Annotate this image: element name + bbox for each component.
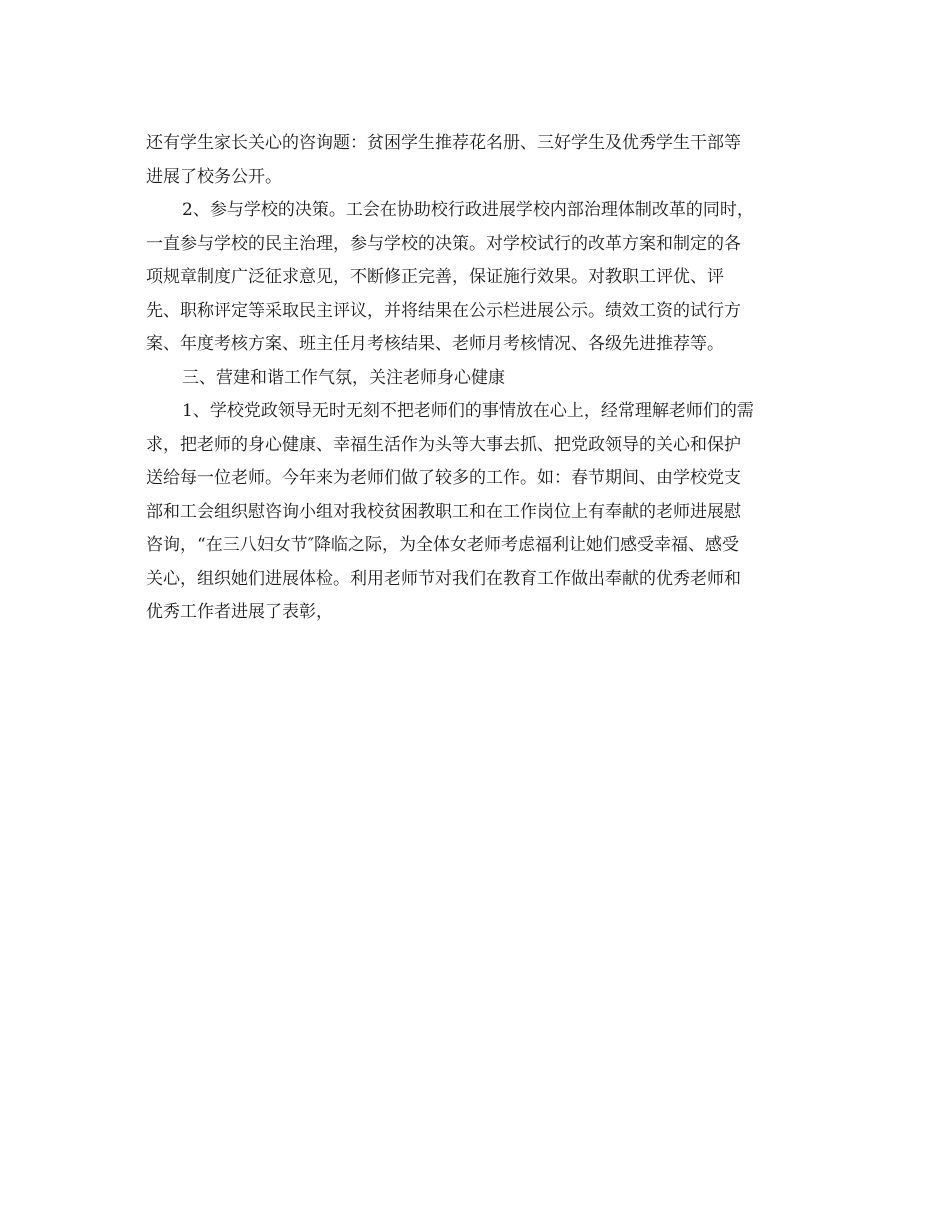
text-line: 部和工会组织慰咨询小组对我校贫困教职工和在工作岗位上有奉献的老师进展慰 (146, 501, 741, 522)
text-line: 优秀工作者进展了表彰， (146, 602, 333, 622)
text-line: 咨询，“在三八妇女节″降临之际，为全体女老师考虑福利让她们感受幸福、感受 (146, 535, 740, 555)
section-heading: 三、营建和谐工作气氛，关注老师身心健康 (182, 367, 505, 388)
text-line: 送给每一位老师。今年来为老师们做了较多的工作。如：春节期间、由学校党支 (146, 468, 741, 488)
text-line: 先、职称评定等采取民主评议，并将结果在公示栏进展公示。绩效工资的试行方 (146, 300, 741, 321)
text-line: 进展了校务公开。 (146, 166, 282, 187)
document-body (146, 127, 811, 630)
text-line: 项规章制度广泛征求意见，不断修正完善，保证施行效果。对教职工评优、评 (146, 267, 724, 287)
text-line: 案、年度考核方案、班主任月考核结果、老师月考核情况、各级先进推荐等。 (146, 334, 724, 354)
text-line: 关心，组织她们进展体检。利用老师节对我们在教育工作做出奉献的优秀老师和 (146, 568, 741, 589)
paragraph-start-line: 1、学校党政领导无时无刻不把老师们的事情放在心上，经常理解老师们的需 (182, 401, 754, 421)
text-line: 一直参与学校的民主治理，参与学校的决策。对学校试行的改革方案和制定的各 (146, 233, 741, 254)
text-line: 求，把老师的身心健康、幸福生活作为头等大事去抓、把党政领导的关心和保护 (146, 434, 741, 455)
paragraph-start-line: 2、参与学校的决策。工会在协助校行政进展学校内部治理体制改革的同时， (182, 200, 754, 220)
text-line: 还有学生家长关心的咨询题：贫困学生推荐花名册、三好学生及优秀学生干部等 (146, 133, 741, 153)
